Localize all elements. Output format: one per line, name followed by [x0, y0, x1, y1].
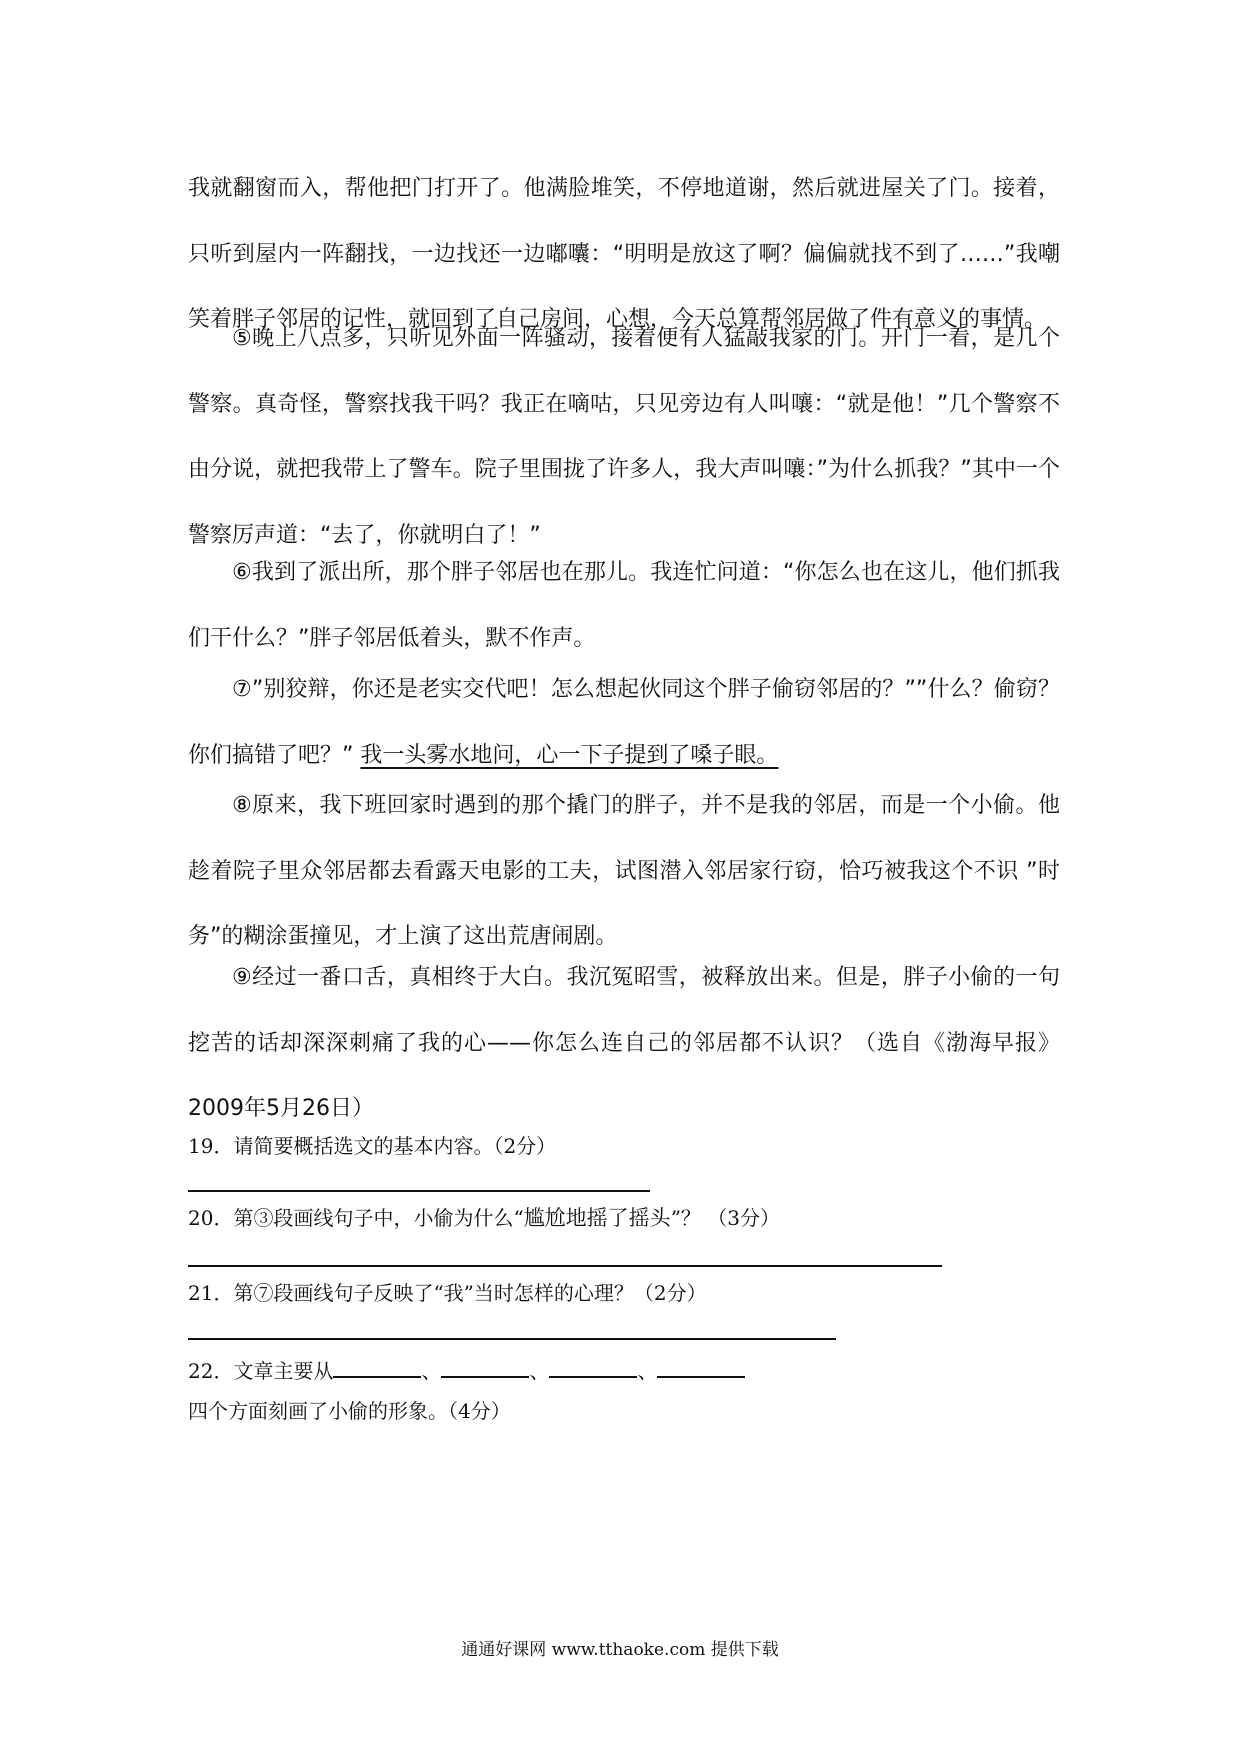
passage-paragraph-continued: 我就翻窗而入，帮他把门打开了。他满脸堆笑，不停地道谢，然后就进屋关了门。接着，只听到屋内一阵翻找，一边找还一边嘟囔：“明明是放这了啊？偏偏就找不到了……”我嘲笑着胖子邻居的记性，就回到了自己房间，心想，今天总算帮邻居做了件有意义的事情。: [188, 176, 1060, 332]
answer-line-20[interactable]: [188, 1265, 942, 1267]
question-21: 21．第⑦段画线句子反映了“我”当时怎样的心理？（2分）: [188, 1281, 707, 1305]
passage-paragraph-5: ⑤晚上八点多，只听见外面一阵骚动，接着便有人猛敲我家的门。开门一看，是几个警察。真奇怪，警察找我干吗？我正在嘀咕，只见旁边有人叫嚷：“就是他！”几个警察不由分说，就把我带上了警车。院子里围拢了许多人，我大声叫嚷：”为什么抓我？”其中一个警察厉声道：“去了，你就明白了！”: [188, 326, 1060, 548]
passage-paragraph-6: ⑥我到了派出所，那个胖子邻居也在那儿。我连忙问道：“你怎么也在这儿，他们抓我们干什么？”胖子邻居低着头，默不作声。: [188, 560, 1060, 651]
separator: 、: [529, 1359, 550, 1383]
paragraph-7-text: ⑦”别狡辩，你还是老实交代吧！怎么想起伙同这个胖子偷窃邻居的？””什么？偷窃？你们搞错了吧？”: [188, 677, 1060, 768]
answer-blank-2[interactable]: [441, 1354, 529, 1378]
question-20-text: 20．第③段画线句子中，小偷为什么“: [188, 1206, 524, 1230]
answer-line-19[interactable]: [188, 1190, 650, 1192]
question-20-quote: 尴尬地摇了摇头: [523, 1206, 671, 1230]
question-20: [188, 1198, 1060, 1238]
separator: 、: [421, 1359, 442, 1383]
passage-paragraph-8: ⑧原来，我下班回家时遇到的那个撬门的胖子，并不是我的邻居，而是一个小偷。他趁着院子里众邻居都去看露天电影的工夫，试图潜入邻居家行窃，恰巧被我这个不识 ”时务”的糊涂蛋撞见，才上演了这出荒唐闹剧。: [188, 793, 1060, 949]
answer-line-21[interactable]: [188, 1338, 836, 1340]
answer-blank-4[interactable]: [657, 1354, 745, 1378]
question-22: [188, 1351, 1060, 1431]
question-19: 19．请简要概括选文的基本内容。（2分）: [188, 1134, 557, 1158]
passage-paragraph-7: [188, 657, 1060, 788]
question-22-text: 22．文章主要从: [188, 1359, 334, 1383]
page-footer: 通通好课网 www.tthaoke.com 提供下载: [461, 1640, 779, 1660]
answer-blank-3[interactable]: [549, 1354, 637, 1378]
passage-paragraph-9: ⑨经过一番口舌，真相终于大白。我沉冤昭雪，被释放出来。但是，胖子小偷的一句挖苦的话却深深刺痛了我的心——你怎么连自己的邻居都不认识？（选自《渤海早报》2009年5月26日）: [188, 965, 1060, 1121]
question-22-tail: 四个方面刻画了小偷的形象。（4分）: [188, 1399, 511, 1423]
question-20-score: ”？ （3分）: [670, 1206, 780, 1230]
underlined-sentence-7: 我一头雾水地问，心一下子提到了嗓子眼。: [360, 742, 779, 768]
separator: 、: [637, 1359, 658, 1383]
answer-blank-1[interactable]: [333, 1354, 421, 1378]
